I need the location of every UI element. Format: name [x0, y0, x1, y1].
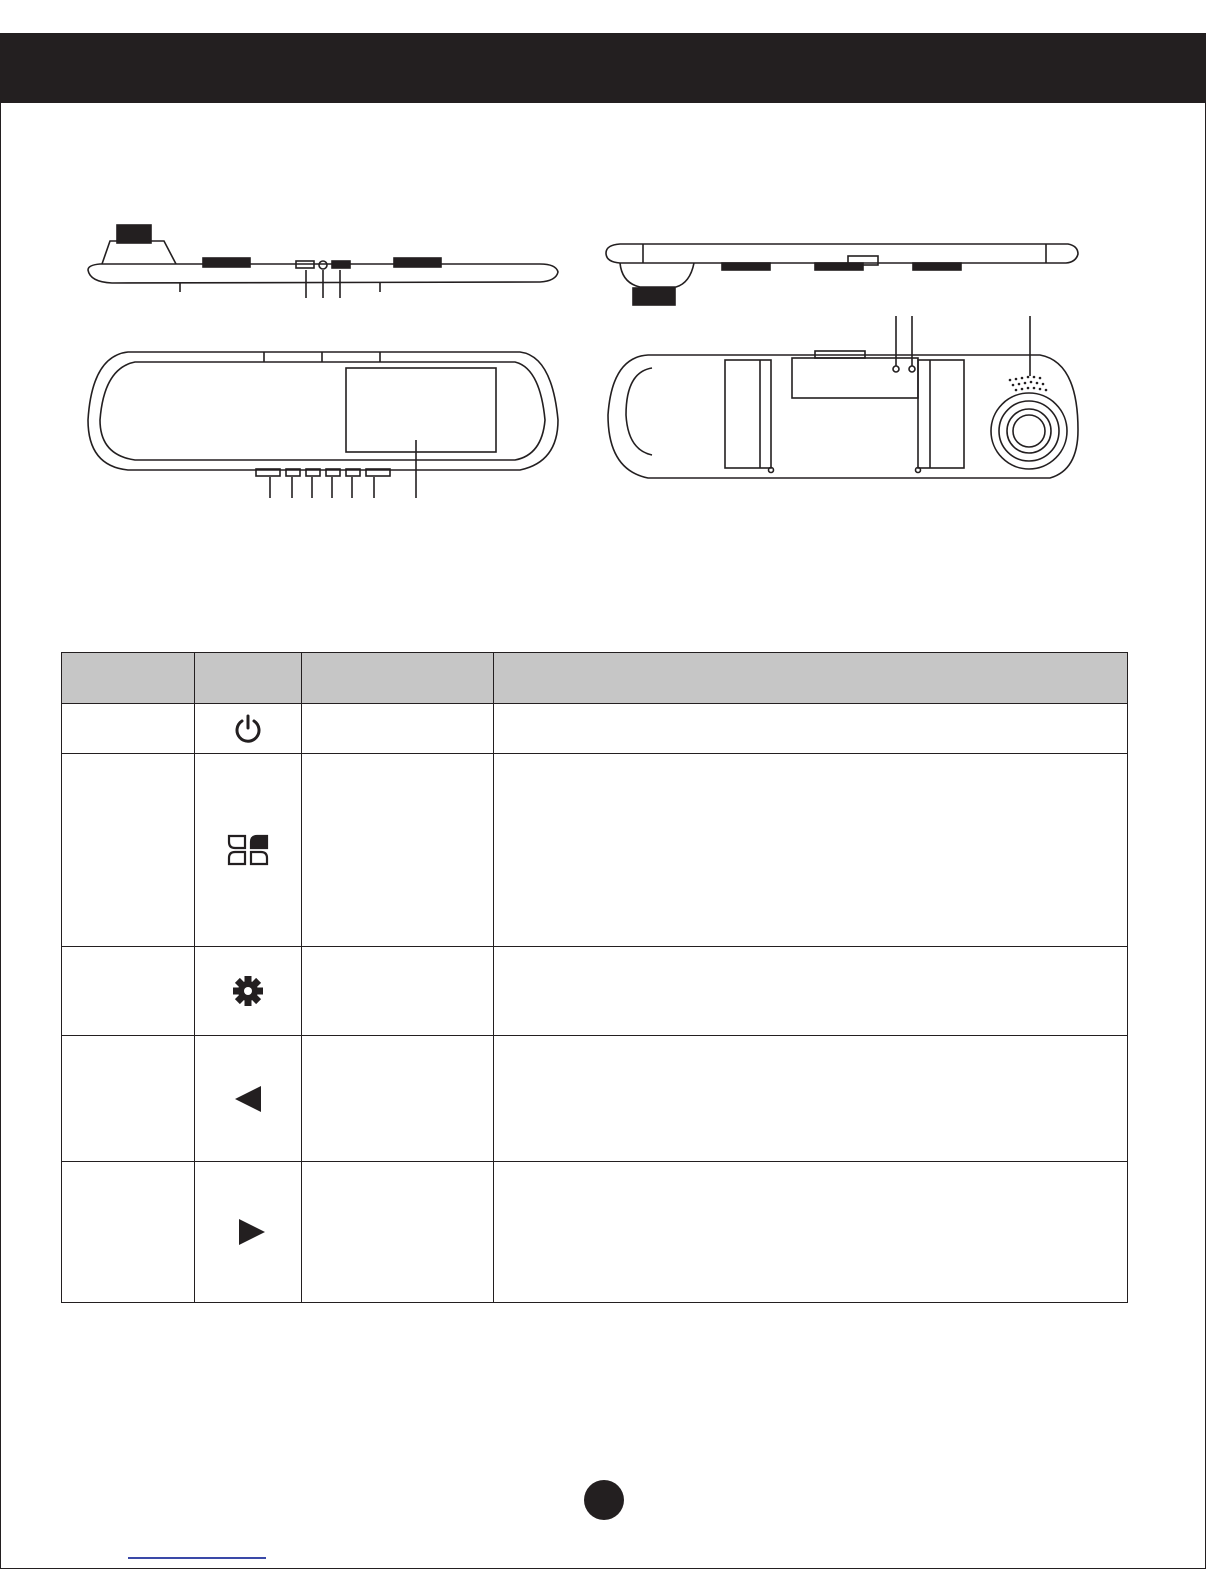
table-cell — [62, 754, 195, 947]
table-cell — [195, 1036, 302, 1162]
table-cell — [62, 1162, 195, 1303]
left-arrow-icon — [233, 1084, 263, 1114]
table-cell — [302, 1036, 494, 1162]
header-cell — [62, 653, 195, 704]
table-cell — [494, 1036, 1128, 1162]
table-cell — [494, 947, 1128, 1036]
header-cell — [494, 653, 1128, 704]
table-cell — [62, 704, 195, 754]
table-cell — [494, 704, 1128, 754]
settings-gear-icon — [230, 973, 266, 1009]
table-cell — [62, 947, 195, 1036]
table-row — [62, 947, 1128, 1036]
table-row — [62, 1036, 1128, 1162]
table-cell — [195, 1162, 302, 1303]
device-diagrams — [0, 0, 1224, 640]
table-cell — [494, 754, 1128, 947]
back-view-diagram — [608, 316, 1078, 478]
page-number-badge — [584, 1480, 624, 1520]
table-cell — [195, 754, 302, 947]
table-cell — [195, 704, 302, 754]
table-row — [62, 704, 1128, 754]
table-cell — [62, 1036, 195, 1162]
mode-icon — [226, 833, 270, 867]
button-function-table — [61, 652, 1128, 1303]
power-icon — [232, 713, 264, 745]
table-cell — [302, 1162, 494, 1303]
top-view-front-diagram — [88, 225, 558, 298]
header-cell — [302, 653, 494, 704]
footer-link-underline[interactable] — [128, 1557, 266, 1559]
table-cell — [302, 754, 494, 947]
table-cell — [494, 1162, 1128, 1303]
front-view-diagram — [88, 352, 558, 498]
table-cell — [302, 704, 494, 754]
right-arrow-icon — [237, 1217, 267, 1247]
header-cell — [195, 653, 302, 704]
table-row — [62, 754, 1128, 947]
table-cell — [195, 947, 302, 1036]
top-view-back-diagram — [606, 244, 1078, 305]
table-cell — [302, 947, 494, 1036]
table-header-row — [62, 653, 1128, 704]
table-row — [62, 1162, 1128, 1303]
